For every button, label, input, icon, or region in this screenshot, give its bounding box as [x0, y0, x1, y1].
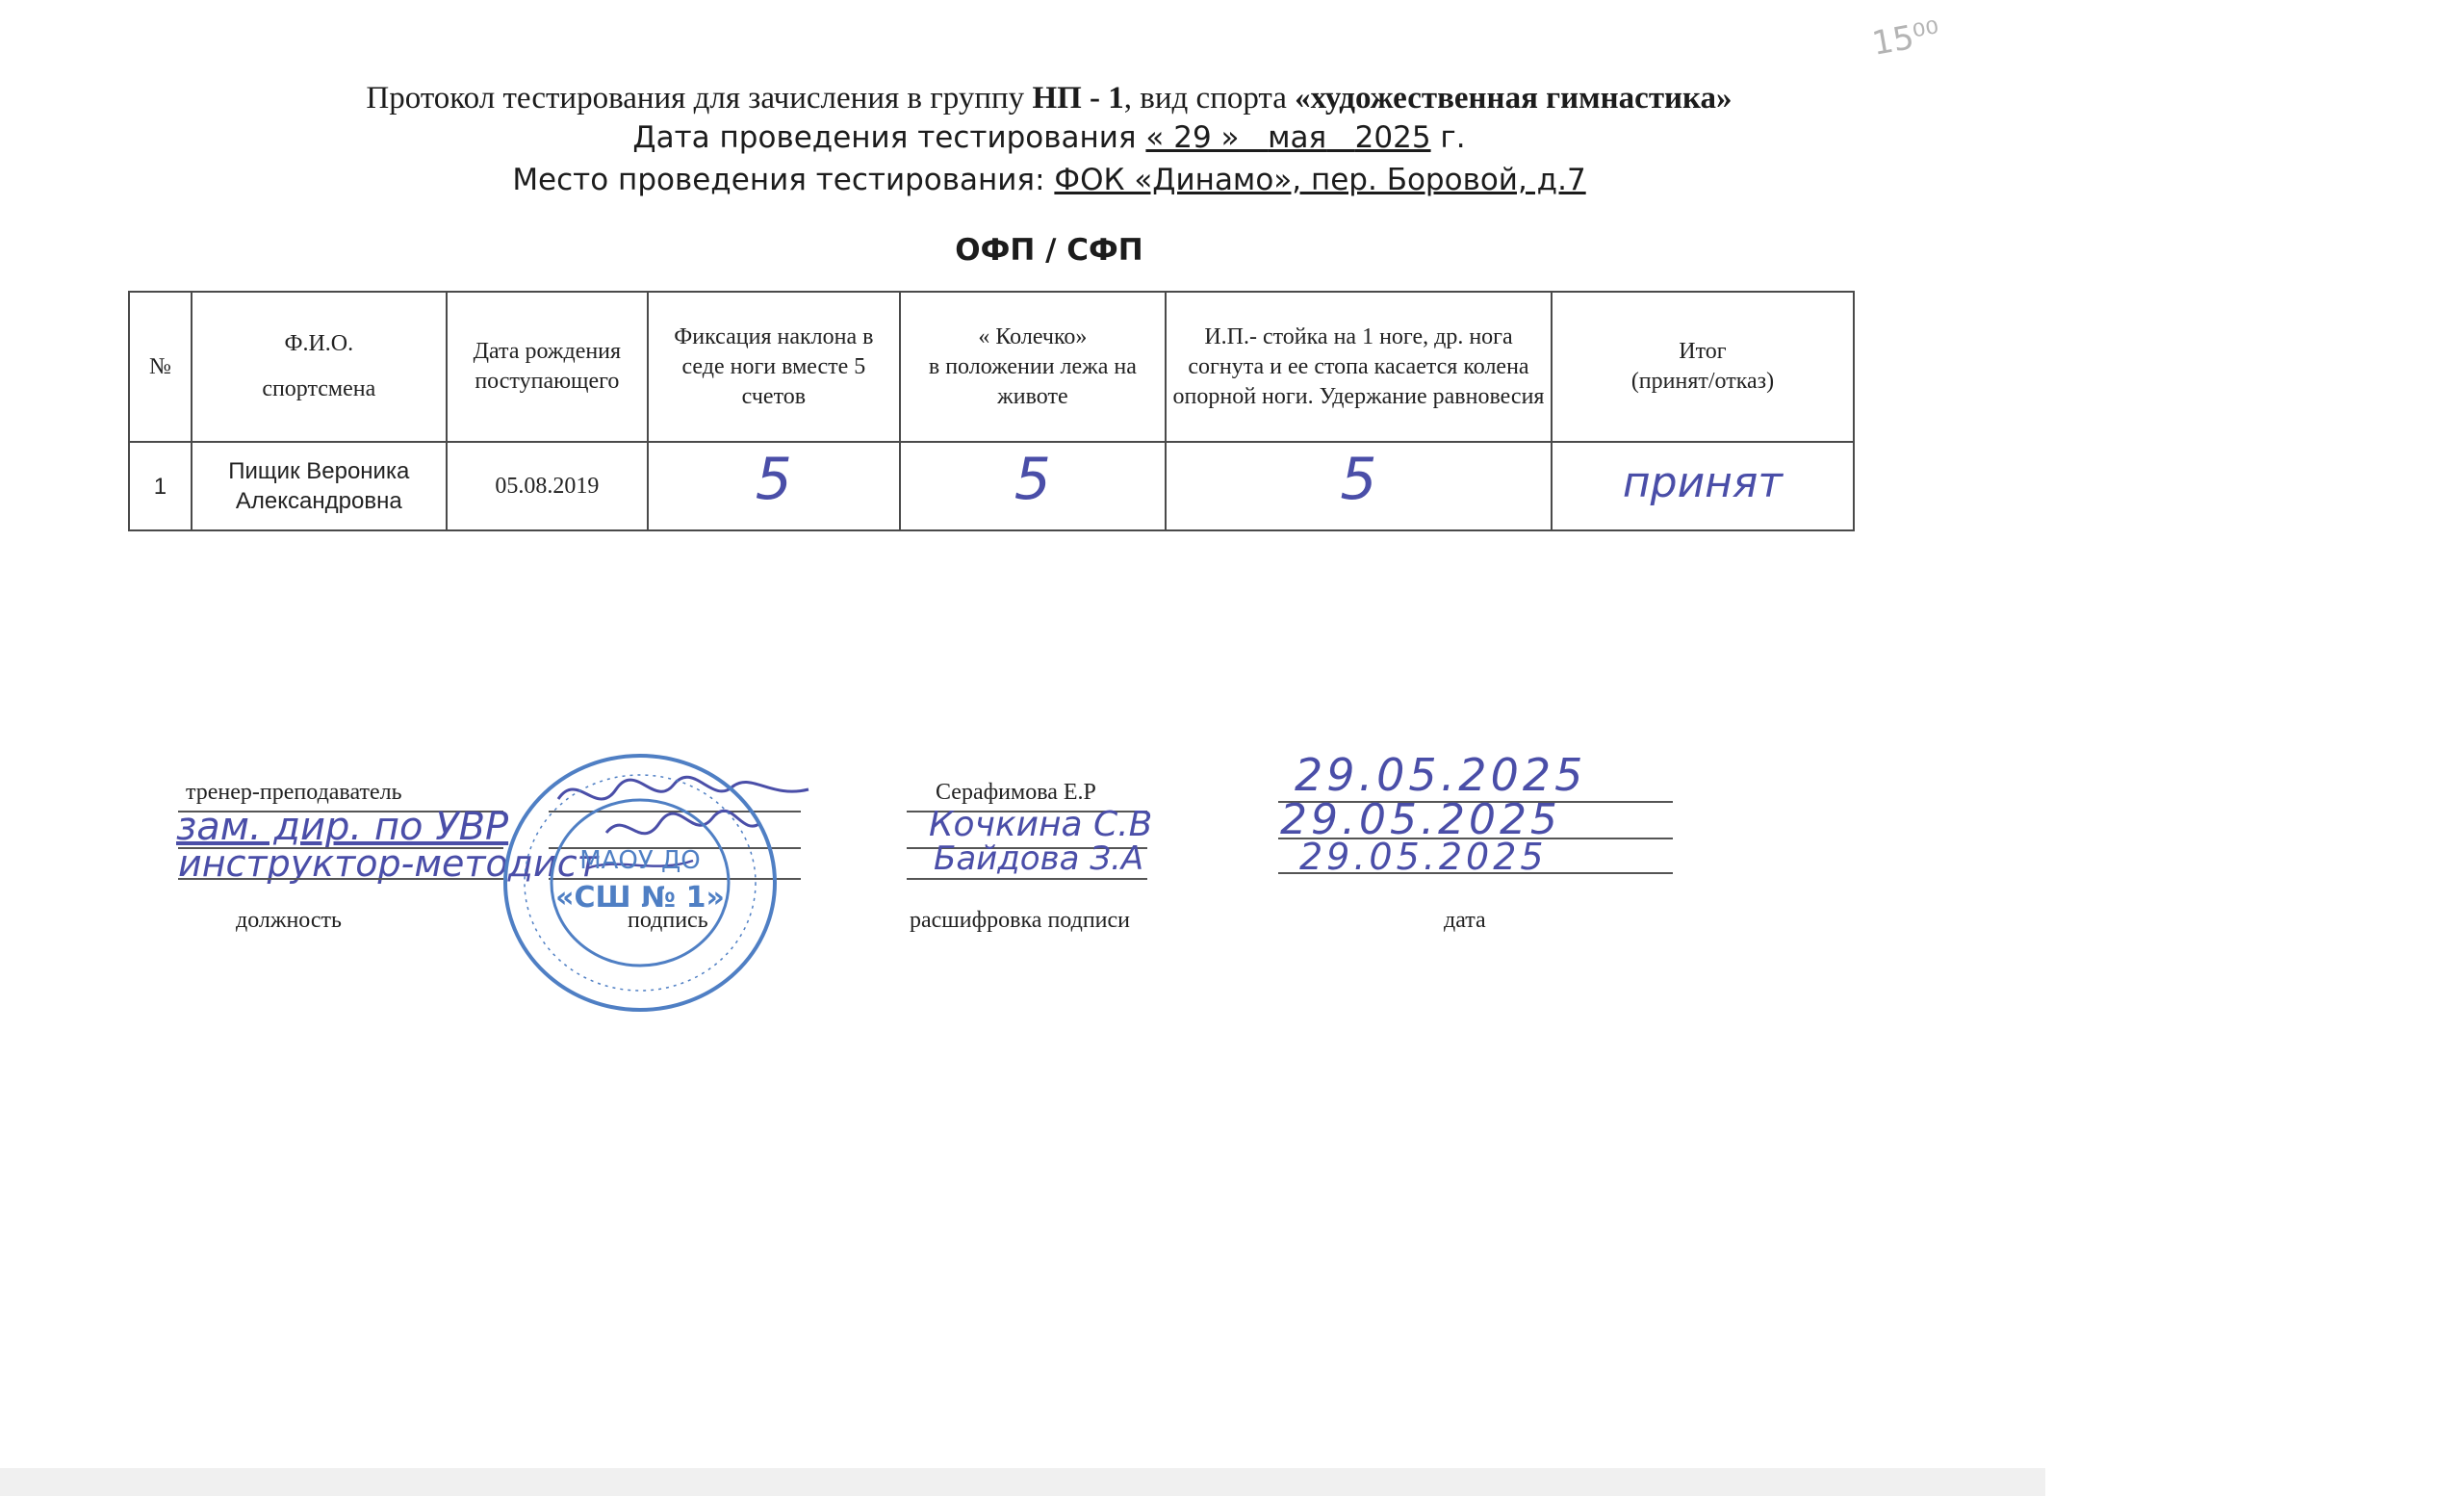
test-date-line	[0, 120, 2098, 155]
handwritten-date-3: 29.05.2025	[1299, 836, 1548, 878]
header-test-ring	[900, 292, 1166, 442]
header-test-bend: Фиксация наклона в седе ноги вместе 5 счетов	[648, 292, 900, 442]
date-line-3	[1278, 872, 1673, 874]
header-test-ring-line1: « Колечко»	[978, 323, 1088, 349]
title-group: НП - 1	[1032, 81, 1124, 116]
label-signature: подпись	[628, 908, 708, 933]
row-test-ring	[900, 442, 1166, 530]
handwritten-result: принят	[1622, 457, 1784, 507]
header-number: №	[129, 292, 192, 442]
signer-name-1: Серафимова Е.Р	[936, 780, 1096, 805]
header-name	[192, 292, 447, 442]
page-right-margin	[2045, 0, 2464, 1496]
row-test-balance	[1166, 442, 1552, 530]
handwritten-score: 5	[1340, 446, 1377, 513]
header-result-line2: (принят/отказ)	[1630, 369, 1775, 394]
scan-bottom-strip	[0, 1468, 2045, 1496]
position-line-3	[178, 878, 503, 880]
header-name-line2: спортсмена	[262, 376, 376, 401]
table-row	[129, 442, 1854, 530]
row-test-bend	[648, 442, 900, 530]
athlete-name-line1: Пищик Вероника	[228, 458, 410, 484]
test-date-year: 2025	[1354, 120, 1431, 155]
handwritten-score: 5	[755, 446, 792, 513]
row-athlete-name	[192, 442, 447, 530]
label-position: должность	[236, 908, 342, 933]
signer-position-2: зам. дир. по УВР	[176, 805, 509, 849]
official-stamp	[500, 751, 780, 1016]
header-result-line1: Итог	[1679, 339, 1727, 364]
handwritten-score: 5	[1014, 446, 1051, 513]
test-place-line	[0, 163, 2098, 197]
handwritten-date-1: 29.05.2025	[1295, 749, 1587, 801]
signer-position-1: тренер-преподаватель	[186, 780, 402, 805]
section-title: ОФП / СФП	[955, 233, 1143, 268]
row-result	[1552, 442, 1854, 530]
row-number: 1	[129, 442, 192, 530]
test-date-suffix: г.	[1430, 120, 1466, 155]
signer-position-3: инструктор-методист	[178, 842, 599, 885]
header-result	[1552, 292, 1854, 442]
stamp-text-line2: «СШ № 1»	[555, 881, 725, 915]
athlete-name-line2: Александровна	[235, 488, 402, 514]
row-birth-date: 05.08.2019	[447, 442, 648, 530]
test-date-day: « 29 »	[1145, 120, 1240, 155]
handwritten-date-2: 29.05.2025	[1280, 795, 1561, 844]
table-header-row	[129, 292, 1854, 442]
test-date-prefix: Дата проведения тестирования	[632, 120, 1146, 155]
label-signature-decoding: расшифровка подписи	[910, 908, 1131, 933]
title-mid: , вид спорта	[1123, 81, 1296, 116]
scan-pencil-note: 15⁰⁰	[1869, 13, 1943, 64]
header-name-line1: Ф.И.О.	[284, 331, 354, 356]
header-test-balance: И.П.- стойка на 1 ноге, др. нога согнута и ее стопа касается колена опорной ноги. Удержание равновесия	[1166, 292, 1552, 442]
test-date-month: мая	[1268, 120, 1327, 155]
header-birth-date: Дата рождения поступающего	[447, 292, 648, 442]
results-table	[128, 291, 1855, 531]
test-place-value: ФОК «Динамо», пер. Боровой, д.7	[1054, 163, 1586, 197]
stamp-text-line1: МАОУ ДО	[579, 846, 701, 875]
label-date: дата	[1444, 908, 1486, 933]
header-test-ring-line2: в положении лежа на животе	[928, 353, 1137, 409]
signer-name-2: Кочкина С.В	[929, 805, 1153, 844]
test-place-prefix: Место проведения тестирования:	[512, 163, 1055, 197]
signer-name-3: Байдова З.А	[934, 839, 1144, 878]
name-line-3	[907, 878, 1147, 880]
document-title	[0, 81, 2098, 116]
title-prefix: Протокол тестирования для зачисления в группу	[366, 81, 1033, 116]
title-sport: «художественная гимнастика»	[1295, 81, 1732, 116]
